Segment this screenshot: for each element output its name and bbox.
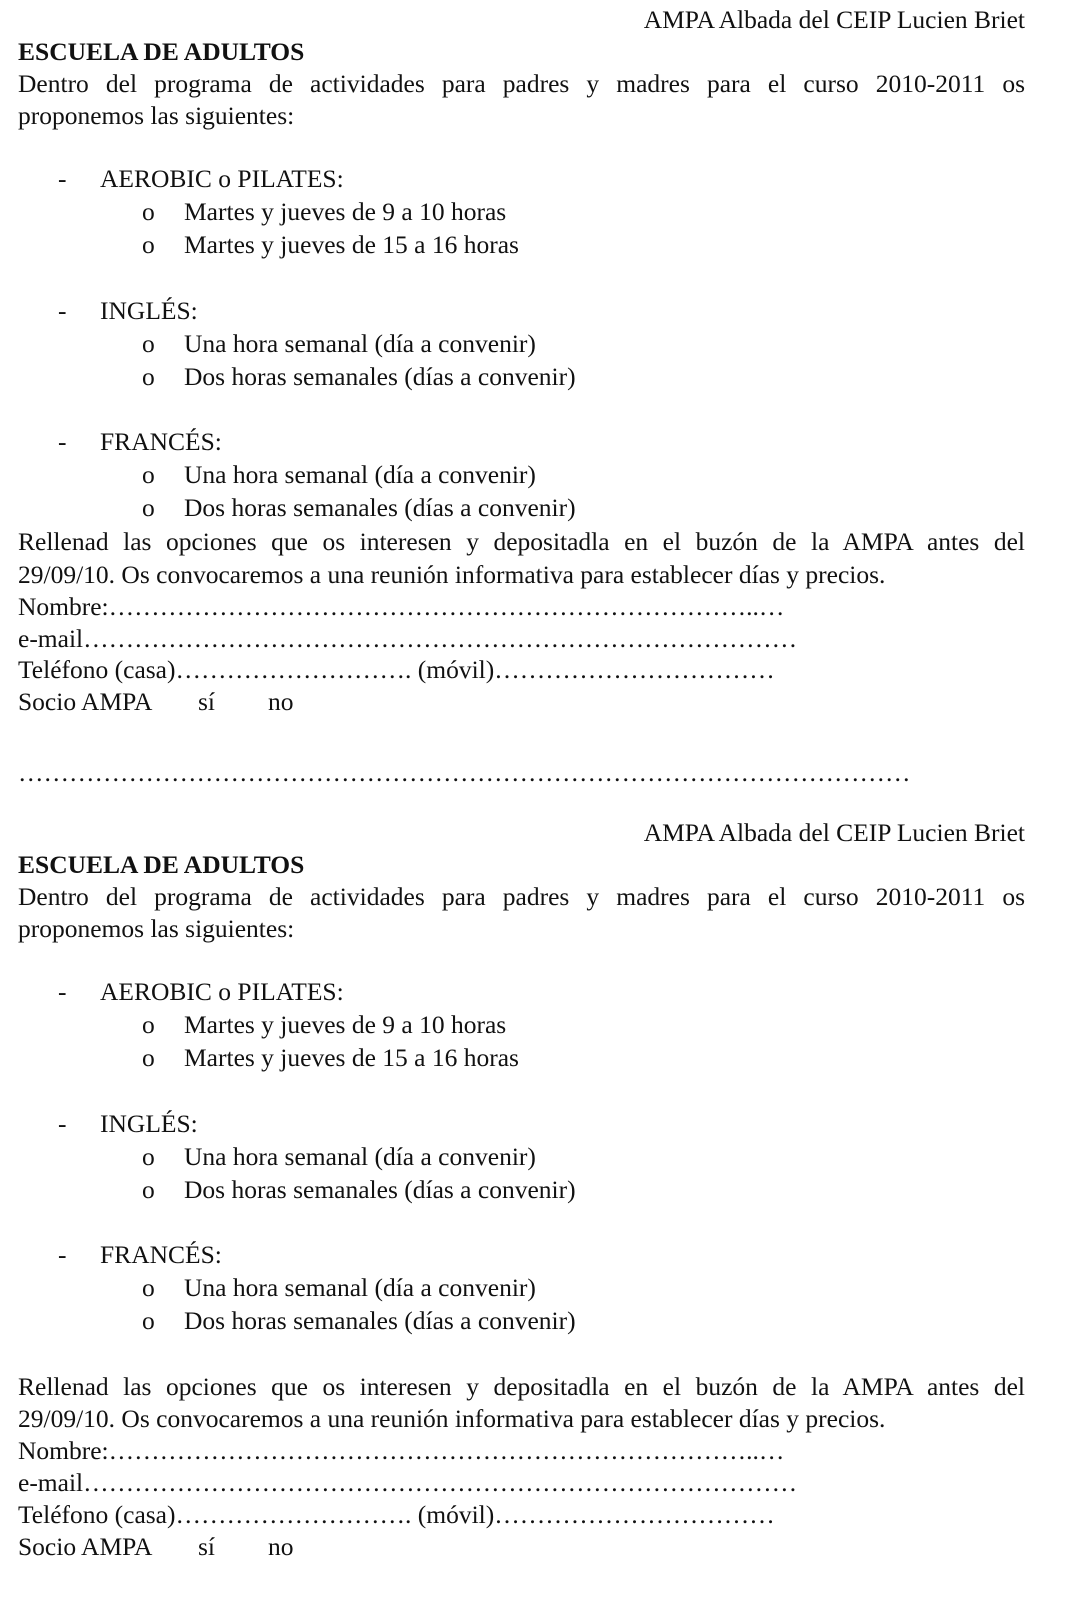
instructions-line-2: 29/09/10. Os convocaremos a una reunión informativa para establecer días y precios. — [18, 560, 886, 589]
activity-option: Dos horas semanales (días a convenir) — [184, 493, 576, 522]
form-title: ESCUELA DE ADULTOS — [18, 37, 305, 66]
email-field[interactable]: e-mail………………………………………………………………………… — [18, 624, 798, 653]
list-dash: - — [58, 1109, 67, 1138]
option-bullet: o — [142, 1175, 155, 1204]
phone-field[interactable]: Teléfono (casa)………………………. (móvil)…………………………… — [18, 1500, 775, 1529]
intro-text-line-2: proponemos las siguientes: — [18, 914, 295, 943]
member-yes-option[interactable]: sí — [198, 1532, 216, 1561]
member-label: Socio AMPA — [18, 687, 153, 716]
member-label: Socio AMPA — [18, 1532, 153, 1561]
intro-text-line-1: Dentro del programa de actividades para padres y madres para el curso 2010-2011 os — [18, 69, 1025, 98]
activity-name: AEROBIC o PILATES: — [100, 164, 344, 193]
option-bullet: o — [142, 1273, 155, 1302]
email-field[interactable]: e-mail………………………………………………………………………… — [18, 1468, 798, 1497]
intro-text-line-1: Dentro del programa de actividades para padres y madres para el curso 2010-2011 os — [18, 882, 1025, 911]
activity-name: INGLÉS: — [100, 296, 198, 325]
activity-option: Una hora semanal (día a convenir) — [184, 1273, 536, 1302]
option-bullet: o — [142, 460, 155, 489]
list-dash: - — [58, 296, 67, 325]
cut-separator: …………………………………………………………………………………………… — [18, 758, 911, 787]
list-dash: - — [58, 427, 67, 456]
option-bullet: o — [142, 329, 155, 358]
list-dash: - — [58, 164, 67, 193]
form-title: ESCUELA DE ADULTOS — [18, 850, 305, 879]
instructions-line-1: Rellenad las opciones que os interesen y depositadla en el buzón de la AMPA antes del — [18, 527, 1025, 556]
option-bullet: o — [142, 230, 155, 259]
activity-option: Dos horas semanales (días a convenir) — [184, 1175, 576, 1204]
activity-option: Una hora semanal (día a convenir) — [184, 329, 536, 358]
activity-option: Martes y jueves de 15 a 16 horas — [184, 230, 519, 259]
instructions-line-2: 29/09/10. Os convocaremos a una reunión informativa para establecer días y precios. — [18, 1404, 886, 1433]
option-bullet: o — [142, 1306, 155, 1335]
instructions-line-1: Rellenad las opciones que os interesen y depositadla en el buzón de la AMPA antes del — [18, 1372, 1025, 1401]
member-no-option[interactable]: no — [268, 1532, 294, 1561]
member-row — [18, 1530, 152, 1563]
activity-name: AEROBIC o PILATES: — [100, 977, 344, 1006]
member-yes-option[interactable]: sí — [198, 687, 216, 716]
intro-text-line-2: proponemos las siguientes: — [18, 101, 295, 130]
option-bullet: o — [142, 362, 155, 391]
member-row — [18, 685, 152, 718]
option-bullet: o — [142, 197, 155, 226]
member-no-option[interactable]: no — [268, 687, 294, 716]
activity-option: Martes y jueves de 9 a 10 horas — [184, 1010, 507, 1039]
list-dash: - — [58, 1240, 67, 1269]
activity-option: Una hora semanal (día a convenir) — [184, 460, 536, 489]
activity-option: Martes y jueves de 15 a 16 horas — [184, 1043, 519, 1072]
org-header: AMPA Albada del CEIP Lucien Briet — [643, 818, 1025, 847]
activity-option: Martes y jueves de 9 a 10 horas — [184, 197, 507, 226]
activity-name: INGLÉS: — [100, 1109, 198, 1138]
phone-field[interactable]: Teléfono (casa)………………………. (móvil)…………………………… — [18, 655, 775, 684]
option-bullet: o — [142, 1142, 155, 1171]
org-header: AMPA Albada del CEIP Lucien Briet — [643, 5, 1025, 34]
option-bullet: o — [142, 1010, 155, 1039]
activity-name: FRANCÉS: — [100, 1240, 222, 1269]
option-bullet: o — [142, 493, 155, 522]
name-field[interactable]: Nombre:…………………………………………………………………..… — [18, 592, 785, 621]
activity-option: Dos horas semanales (días a convenir) — [184, 362, 576, 391]
name-field[interactable]: Nombre:…………………………………………………………………..… — [18, 1436, 785, 1465]
activity-name: FRANCÉS: — [100, 427, 222, 456]
activity-option: Una hora semanal (día a convenir) — [184, 1142, 536, 1171]
activity-option: Dos horas semanales (días a convenir) — [184, 1306, 576, 1335]
option-bullet: o — [142, 1043, 155, 1072]
list-dash: - — [58, 977, 67, 1006]
